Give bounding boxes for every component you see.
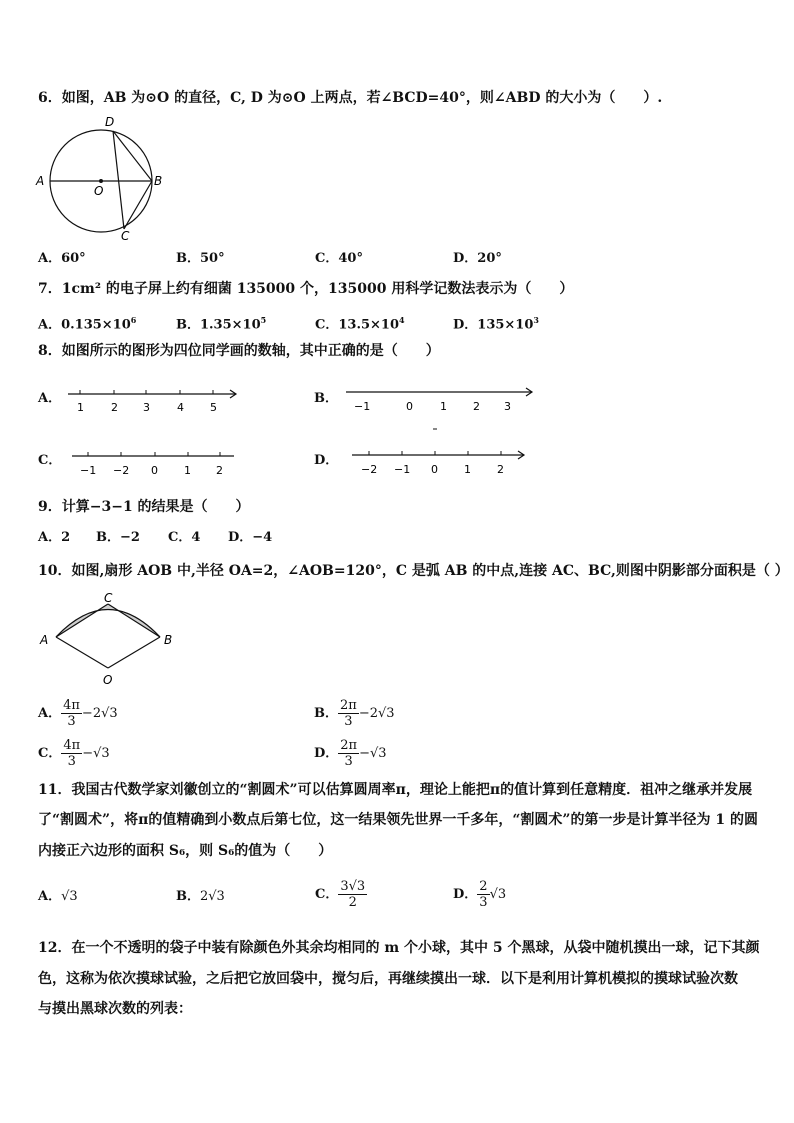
q10-stem: 10．如图,扇形 AOB 中,半径 OA=2，∠AOB=120°，C 是弧 AB 的中点,连接 AC、BC,则图中阴影部分面积是（ ） bbox=[38, 563, 789, 579]
q8-axis-a-label-3: 3 bbox=[143, 401, 150, 414]
q8-axis-a-label-4: 4 bbox=[177, 401, 184, 414]
q9-stem: 9．计算−3−1 的结果是（ ） bbox=[38, 499, 250, 515]
q8-axis-d-label-1: 1 bbox=[464, 463, 471, 476]
q10-label-c: C bbox=[104, 591, 113, 605]
q10-option-c: C． $\frac{4\pi}{3}$ −√3 bbox=[38, 738, 110, 769]
q8-axis-b-label-0: 0 bbox=[406, 400, 413, 413]
q8-axis-a-label-2: 2 bbox=[111, 401, 118, 414]
q8-axis-d-label-2: 2 bbox=[497, 463, 504, 476]
q8-axis-a-label-1: 1 bbox=[77, 401, 84, 414]
q9-option-d: D．−4 bbox=[228, 530, 273, 545]
q11-line-1: 11．我国古代数学家刘徽创立的“割圆术”可以估算圆周率π，理论上能把π的值计算到任意精度．祖冲之继承并发展 bbox=[38, 782, 753, 798]
q9-option-b: B．−2 bbox=[96, 530, 140, 545]
q9-option-c: C．4 bbox=[168, 530, 201, 545]
q9-option-a: A．2 bbox=[38, 530, 71, 545]
q8-axis-c-label-neg2: −2 bbox=[113, 464, 130, 477]
q11-line-2: 了“割圆术”，将π的值精确到小数点后第七位，这一结果领先世界一千多年，“割圆术”的第一步是计算半径为 1 的圆 bbox=[38, 812, 758, 828]
q10-label-b: B bbox=[164, 633, 173, 647]
q8-option-c-letter: C． bbox=[38, 453, 62, 468]
q8-axis-b bbox=[344, 382, 538, 438]
q6-label-d: D bbox=[105, 115, 115, 129]
q6-label-o: O bbox=[94, 184, 104, 198]
q8-axis-c-label-neg1: −1 bbox=[80, 464, 97, 477]
q6-stem: 6．如图，AB 为⊙O 的直径，C, D 为⊙O 上两点，若∠BCD=40°，则∠ABD 的大小为（ ）. bbox=[38, 90, 663, 106]
q12-line-1: 12．在一个不透明的袋子中装有除颜色外其余均相同的 m 个小球，其中 5 个黑球，从袋中随机摸出一球，记下其颜 bbox=[38, 940, 760, 956]
q8-axis-d-label-0: 0 bbox=[431, 463, 438, 476]
q8-axis-b-label-2: 2 bbox=[473, 400, 480, 413]
q10-option-d: D． $\frac{2\pi}{3}$ −√3 bbox=[314, 738, 387, 769]
q6-option-b: B．50° bbox=[176, 251, 225, 266]
q7-option-c: C．$13.5\times 10^4$ bbox=[315, 315, 405, 333]
q10-sector-figure bbox=[38, 590, 178, 686]
q8-axis-d-label-neg1: −1 bbox=[394, 463, 411, 476]
q8-stem: 8．如图所示的图形为四位同学画的数轴，其中正确的是（ ） bbox=[38, 343, 440, 359]
q6-option-c: C．40° bbox=[315, 251, 363, 266]
q7-stem: 7．1cm² 的电子屏上约有细菌 135000 个，135000 用科学记数法表示为（ ） bbox=[38, 281, 574, 297]
q8-axis-c-label-0: 0 bbox=[151, 464, 158, 477]
q8-axis-d bbox=[350, 446, 530, 478]
q8-option-d-letter: D． bbox=[314, 453, 339, 468]
q6-option-a: A．60° bbox=[38, 251, 86, 266]
q8-axis-c bbox=[70, 448, 240, 480]
q7-option-d: D．$135\times 10^3$ bbox=[453, 315, 539, 333]
q10-label-o: O bbox=[103, 673, 113, 686]
q8-axis-a-ticks bbox=[80, 390, 213, 394]
q10-option-b: B． $\frac{2\pi}{3}$ −2√3 bbox=[314, 698, 395, 729]
q12-line-3: 与摸出黑球次数的列表： bbox=[38, 1001, 192, 1017]
q11-option-b: B．2√3 bbox=[176, 889, 225, 904]
q8-axis-d-label-neg2: −2 bbox=[361, 463, 378, 476]
q6-label-a: A bbox=[36, 174, 45, 188]
q6-circle-figure bbox=[34, 112, 168, 242]
q10-label-a: A bbox=[40, 633, 49, 647]
q8-axis-a-label-5: 5 bbox=[210, 401, 217, 414]
q6-label-c: C bbox=[121, 229, 130, 242]
q11-option-a: A．√3 bbox=[38, 889, 78, 904]
q6-label-b: B bbox=[154, 174, 163, 188]
q12-line-2: 色，这称为依次摸球试验，之后把它放回袋中，搅匀后，再继续摸出一球．以下是利用计算机模拟的摸球试验次数 bbox=[38, 971, 738, 987]
q6-option-d: D．20° bbox=[453, 251, 502, 266]
q11-option-c: C． $\frac{3√3}{2}$ bbox=[315, 879, 366, 910]
q8-axis-b-label-3: 3 bbox=[504, 400, 511, 413]
q8-axis-a bbox=[66, 384, 242, 418]
q7-option-a: A．$0.135\times 10^6$ bbox=[38, 315, 137, 333]
q8-axis-b-label-neg1: −1 bbox=[354, 400, 371, 413]
q10-option-a: A． $\frac{4\pi}{3}$ −2√3 bbox=[38, 698, 118, 729]
q8-option-b-letter: B． bbox=[314, 391, 338, 406]
q8-axis-b-label-1: 1 bbox=[440, 400, 447, 413]
q11-line-3: 内接正六边形的面积 S₆，则 S₆的值为（ ） bbox=[38, 843, 333, 859]
q8-axis-c-label-2: 2 bbox=[216, 464, 223, 477]
q8-axis-c-label-1: 1 bbox=[184, 464, 191, 477]
q8-option-a-letter: A． bbox=[38, 391, 62, 406]
q7-option-b: B．$1.35\times 10^5$ bbox=[176, 315, 267, 333]
q11-option-d: D． $\frac{2}{3}$ √3 bbox=[453, 879, 507, 910]
